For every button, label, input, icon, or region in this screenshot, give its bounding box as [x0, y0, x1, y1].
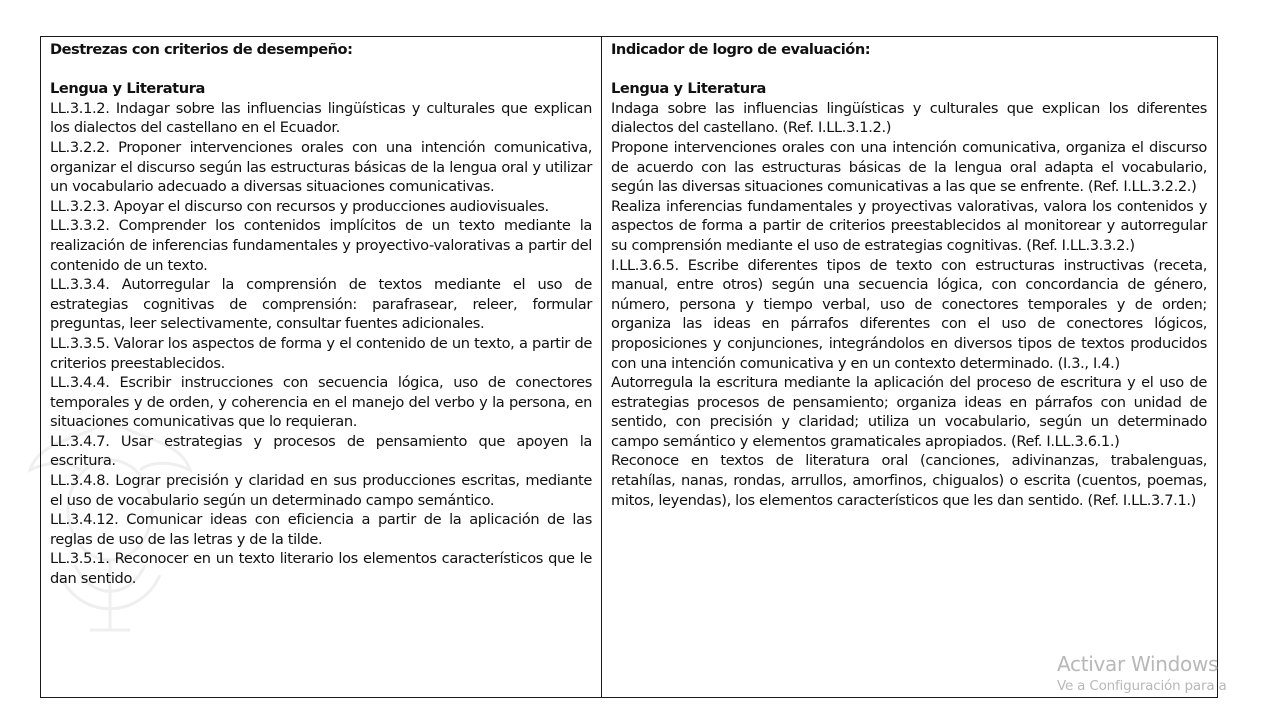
- skill-item: LL.3.4.8. Lograr precisión y claridad en sus producciones escritas, mediante el uso de vocabulario según un determinado campo semántico.: [50, 472, 592, 509]
- skill-item: LL.3.4.4. Escribir instrucciones con secuencia lógica, uso de conectores temporales y de orden, y coherencia en el manejo del verbo y la persona, en situaciones comunicativas que lo requieran.: [50, 374, 592, 431]
- indicator-item: Reconoce en textos de literatura oral (canciones, adivinanzas, trabalenguas, retahílas, nanas, rondas, arrullos, amorfinos, chigualos) o escrita (cuentos, poemas, mitos, leyendas), los elementos característicos que les dan sentido. (Ref. I.LL.3.7.1.): [611, 452, 1207, 509]
- activate-windows-title: Activar Windows: [1057, 652, 1219, 676]
- indicator-item: I.LL.3.6.5. Escribe diferentes tipos de texto con estructuras instructivas (receta, manual, entre otros) según una secuencia lógica, con concordancia de género, número, persona y tiempo verbal, uso de conectores temporales y de orden; organiza las ideas en párrafos diferentes con el uso de conectores lógicos, proposiciones y conjunciones, integrándolos en diversos tipos de textos producidos con una intención comunicativa y en un contexto determinado. (I.3., I.4.): [611, 256, 1207, 372]
- indicator-item: Realiza inferencias fundamentales y proyectivas valorativas, valora los contenidos y aspectos de forma a partir de criterios preestablecidos al monitorear y autorregular su comprensión mediante el uso de estrategias cognitivas. (Ref. I.LL.3.3.2.): [611, 197, 1207, 254]
- indicator-item: Autorregula la escritura mediante la aplicación del proceso de escritura y el uso de estrategias procesos de pensamiento; organiza ideas en párrafos con unidad de sentido, con precisión y claridad; utiliza un vocabulario, según un determinado campo semántico y elementos gramaticales apropiados. (Ref. I.LL.3.6.1.): [611, 374, 1207, 450]
- indicator-item: Indaga sobre las influencias lingüísticas y culturales que explican los diferentes dialectos del castellano. (Ref. I.LL.3.1.2.): [611, 99, 1207, 137]
- skill-item: LL.3.4.12. Comunicar ideas con eficiencia a partir de la aplicación de las reglas de uso de las letras y de la tilde.: [50, 511, 592, 548]
- skill-item: LL.3.3.2. Comprender los contenidos implícitos de un texto mediante la realización de inferencias fundamentales y proyectivo-valorativas a partir del contenido de un texto.: [50, 217, 592, 274]
- skill-item: LL.3.2.2. Proponer intervenciones orales con una intención comunicativa, organizar el discurso según las estructuras básicas de la lengua oral y utilizar un vocabulario adecuado a diversas situaciones comunicativas.: [50, 138, 592, 196]
- competency-table: [40, 36, 1218, 698]
- skill-item: LL.3.3.5. Valorar los aspectos de forma y el contenido de un texto, a partir de criterios preestablecidos.: [50, 334, 592, 372]
- indicators-heading: Indicador de logro de evaluación:: [611, 41, 871, 58]
- skill-item: LL.3.5.1. Reconocer en un texto literario los elementos característicos que le dan sentido.: [50, 550, 592, 588]
- skill-item: LL.3.1.2. Indagar sobre las influencias lingüísticas y culturales que explican los dialectos del castellano en el Ecuador.: [50, 99, 592, 137]
- skill-item: LL.3.3.4. Autorregular la comprensión de textos mediante el uso de estrategias cognitivas de comprensión: parafrasear, releer, formular preguntas, leer selectivamente, consultar fuentes adicionales.: [50, 276, 592, 333]
- indicator-item: Propone intervenciones orales con una intención comunicativa, organiza el discurso de acuerdo con las estructuras básicas de la lengua oral adapta el vocabulario, según las diversas situaciones comunicativas a las que se enfrente. (Ref. I.LL.3.2.2.): [611, 138, 1207, 196]
- skill-item: LL.3.4.7. Usar estrategias y procesos de pensamiento que apoyen la escritura.: [50, 432, 592, 470]
- activate-windows-watermark: [1057, 652, 1227, 694]
- indicators-column: [602, 37, 1217, 697]
- activate-windows-subtitle: Ve a Configuración para a: [1057, 678, 1227, 694]
- skills-subject: Lengua y Literatura: [50, 80, 205, 98]
- skills-column: [41, 37, 602, 697]
- indicators-subject: Lengua y Literatura: [611, 80, 766, 98]
- skill-item: LL.3.2.3. Apoyar el discurso con recursos y producciones audiovisuales.: [50, 197, 549, 215]
- skills-heading: Destrezas con criterios de desempeño:: [50, 41, 353, 58]
